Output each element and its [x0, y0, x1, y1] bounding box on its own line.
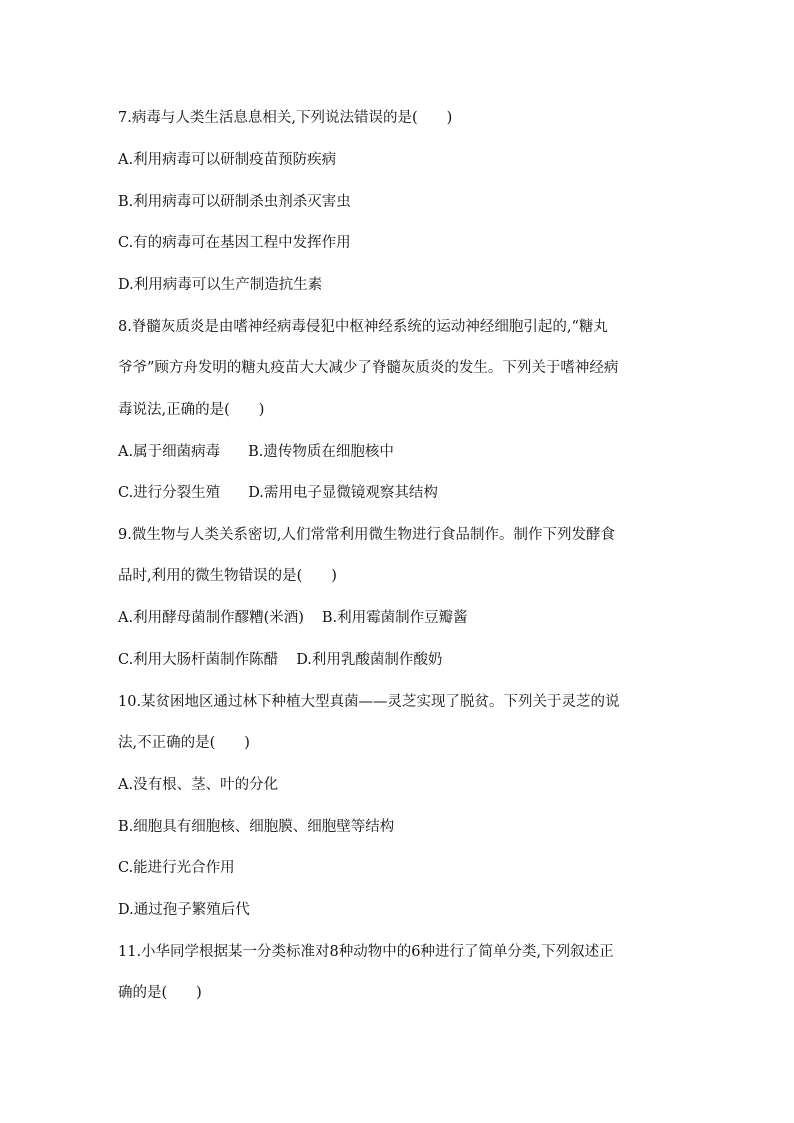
question-8-stem-line-1: 8.脊髓灰质炎是由嗜神经病毒侵犯中枢神经系统的运动神经细胞引起的,“糖丸	[118, 319, 608, 335]
question-9-stem-line-2: 品时,利用的微生物错误的是( )	[118, 568, 337, 584]
question-7-option-d: D.利用病毒可以生产制造抗生素	[118, 277, 323, 293]
question-9-options-row-2	[118, 650, 442, 670]
question-10-stem-line-2: 法,不正确的是( )	[118, 735, 250, 751]
question-9-option-b: B.利用霉菌制作豆瓣酱	[321, 610, 468, 626]
question-7-option-b: B.利用病毒可以研制杀虫剂杀灭害虫	[118, 194, 351, 210]
question-8-option-d: D.需用电子显微镜观察其结构	[248, 485, 438, 501]
question-7-stem: 7.病毒与人类生活息息相关,下列说法错误的是( )	[118, 110, 453, 126]
question-9-option-d: D.利用乳酸菌制作酸奶	[296, 652, 443, 668]
question-7-option-a: A.利用病毒可以研制疫苗预防疾病	[118, 152, 337, 168]
question-7-option-c: C.有的病毒可在基因工程中发挥作用	[118, 235, 351, 251]
question-10-option-b: B.细胞具有细胞核、细胞膜、细胞壁等结构	[118, 819, 395, 835]
question-9-option-c: C.利用大肠杆菌制作陈醋	[118, 652, 279, 668]
question-8-option-c: C.进行分裂生殖	[118, 485, 221, 501]
question-10-stem-line-1: 10.某贫困地区通过林下种植大型真菌——灵芝实现了脱贫。下列关于灵芝的说	[118, 694, 620, 710]
question-8-stem-line-2: 爷爷”顾方舟发明的糖丸疫苗大大减少了脊髓灰质炎的发生。下列关于嗜神经病	[118, 360, 619, 376]
question-9-option-a: A.利用酵母菌制作醪糟(米酒)	[118, 610, 304, 626]
question-9-options-row-1	[118, 608, 468, 628]
question-8-option-a: A.属于细菌病毒	[118, 444, 221, 460]
question-11-stem-line-1: 11.小华同学根据某一分类标准对8种动物中的6种进行了简单分类,下列叙述正	[118, 944, 614, 960]
question-8-option-b: B.遗传物质在细胞核中	[248, 444, 394, 460]
question-8-options-row-2	[118, 483, 438, 503]
question-8-options-row-1	[118, 442, 394, 462]
question-11-stem-line-2: 确的是( )	[118, 985, 202, 1001]
question-10-option-a: A.没有根、茎、叶的分化	[118, 777, 279, 793]
question-10-option-c: C.能进行光合作用	[118, 860, 235, 876]
question-9-stem-line-1: 9.微生物与人类关系密切,人们常常利用微生物进行食品制作。制作下列发酵食	[118, 527, 615, 543]
question-10-option-d: D.通过孢子繁殖后代	[118, 902, 250, 918]
question-8-stem-line-3: 毒说法,正确的是( )	[118, 402, 265, 418]
